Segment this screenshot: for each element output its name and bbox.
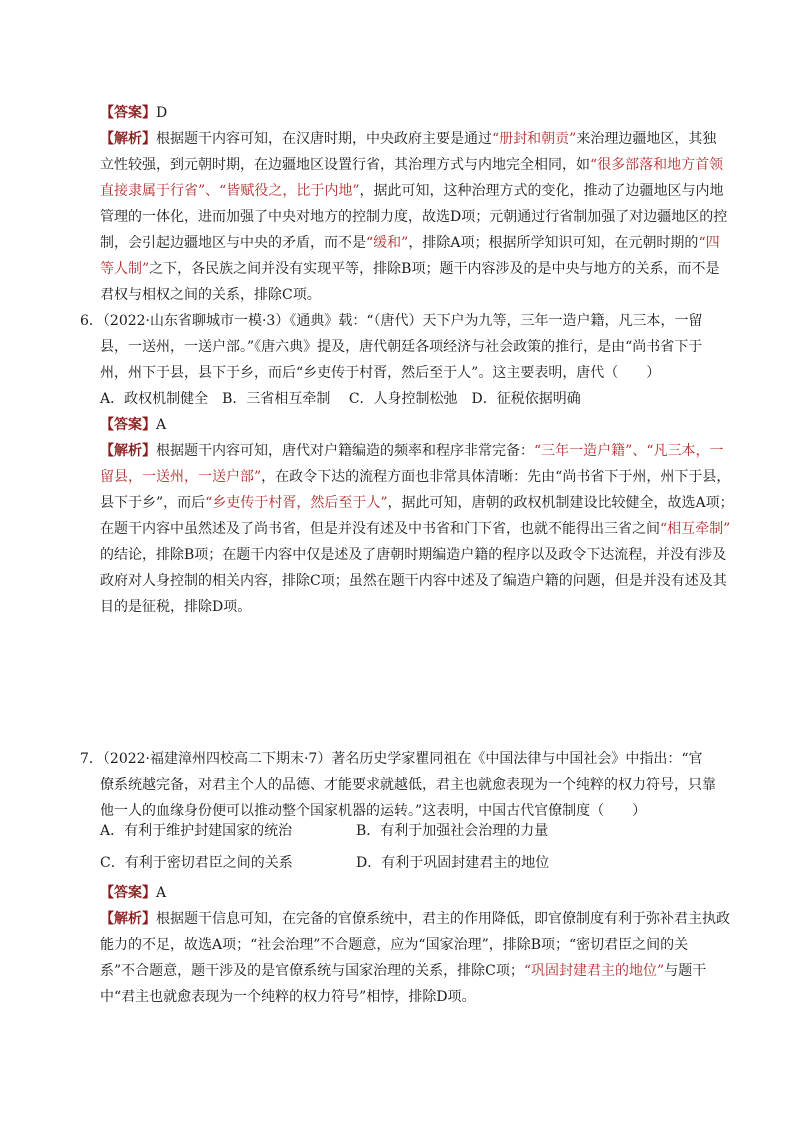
analysis-text: 君权与相权之间的关系，排除C项。 [100,287,321,303]
q7-option-c: C．有利于密切君臣之间的关系 [100,855,293,871]
q6-analysis [100,438,734,620]
q7-option-a: A．有利于维护封建国家的统治 [100,823,293,839]
analysis-text: 根据题干信息可知，在完备的官僚系统中，君主的作用降低，即官僚制度有利于弥补君主执政 [156,911,730,927]
q7-answer [100,880,730,906]
highlight-text: “四 [698,235,720,251]
q7-stem [80,746,730,824]
answer-tag: 【答案】 [100,417,156,433]
analysis-text: 能力的不足，故选A项；“社会治理”不合题意，应为“国家治理”，排除B项；“密切君臣之间的关 [100,937,689,953]
question-text: 县，一送州，一送户部。”《唐六典》提及，唐代朝廷各项经济与社会政策的推行，是由“尚书省下于 [100,339,703,355]
q6-stem [80,308,730,386]
answer-value: A [156,417,167,433]
analysis-text: ，排除A项；根据所学知识可知，在元朝时期的 [408,235,699,251]
q7-analysis [100,906,730,1010]
answer-tag: 【答案】 [100,885,156,901]
analysis-text: 立性较强，到元朝时期，在边疆地区设置行省，其治理方式与内地完全相同，如 [100,157,590,173]
q6-options: A．政权机制健全 B．三省相互牵制 C．人身控制松弛 D．征税依据明确 [100,391,581,407]
answer-tag: 【答案】 [100,105,156,121]
highlight-text: “三年一造户籍”、“凡三本，一 [534,443,724,459]
highlight-text: “缓和” [366,235,409,251]
analysis-tag: 【解析】 [100,443,156,459]
question-text: 6．（2022·山东省聊城市一模·3）《通典》载：“（唐代）天下户为九等，三年一造户籍，凡三本，一留 [80,313,703,329]
analysis-text: ，据此可知，唐朝的政权机制建设比较健全，故选A项； [387,495,734,511]
highlight-text: 等人制” [100,261,150,277]
analysis-text: 目的是征税，排除D项。 [100,599,252,615]
question-text: 7．（2022·福建漳州四校高二下期末·7）著名历史学家瞿同祖在《中国法律与中国社会》中指出：“官 [80,751,703,767]
answer-value: A [156,885,167,901]
analysis-text: 根据题干内容可知，在汉唐时期，中央政府主要是通过 [156,131,492,147]
highlight-text: 直接隶属于行省”、“皆赋役之，比于内地” [100,183,360,199]
q5-analysis [100,126,730,308]
analysis-text: 管理的一体化，进而加强了中央对地方的控制力度，故选D项；元朝通过行省制加强了对边疆地区的控 [100,209,728,225]
analysis-tag: 【解析】 [100,131,156,147]
q6-answer [100,412,730,438]
highlight-text: “乡吏传于村胥，然后至于人” [205,495,388,511]
analysis-text: 之下，各民族之间并没有实现平等，排除B项；题干内容涉及的是中央与地方的关系，而不是 [149,261,720,277]
analysis-text: 与题干 [664,963,707,979]
analysis-text: 来治理边疆地区，其独 [576,131,717,147]
analysis-text: 根据题干内容可知，唐代对户籍编造的频率和程序非常完备： [156,443,534,459]
highlight-text: “册封和朝贡” [492,131,577,147]
analysis-text: 的结论，排除B项；在题干内容中仅是述及了唐朝时期编造户籍的程序以及政令下达流程，并没有涉及 [100,547,727,563]
q7-option-d: D．有利于巩固封建君主的地位 [356,855,550,871]
question-text: 州，州下于县，县下于乡，而后“乡吏传于村胥，然后至于人”。这主要表明，唐代（ ） [100,365,661,381]
highlight-text: “很多部落和地方首领 [590,157,724,173]
analysis-text: ，在政令下达的流程方面也非常具体清晰：先由“尚书省下于州，州下于县， [261,469,731,485]
analysis-text: ，据此可知，这种治理方式的变化，推动了边疆地区与内地 [359,183,724,199]
analysis-text: 制，会引起边疆地区与中央的矛盾，而不是 [100,235,366,251]
highlight-text: “巩固封建君主的地位” [523,963,665,979]
question-text: 僚系统越完备，对君主个人的品德、才能要求就越低，君主也就愈表现为一个纯粹的权力符号，只靠 [100,777,716,793]
answer-value: D [156,105,168,121]
analysis-text: 政府对人身控制的相关内容，排除C项；虽然在题干内容中述及了编造户籍的问题，但是并没有述及其 [100,573,727,589]
analysis-text: 在题干内容中虽然述及了尚书省，但是并没有述及中书省和门下省，也就不能得出三省之间 [100,521,660,537]
highlight-text: 留县，一送州，一送户部” [100,469,262,485]
highlight-text: “相互牵制” [660,521,731,537]
analysis-text: 县下于乡”，而后 [100,495,206,511]
q5-answer [100,100,730,126]
q7-option-b: B．有利于加强社会治理的力量 [356,823,549,839]
analysis-text: 中“君主也就愈表现为一个纯粹的权力符号”相悖，排除D项。 [100,989,476,1005]
question-text: 他一人的血缘身份便可以推动整个国家机器的运转。”这表明，中国古代官僚制度（ ） [100,803,647,819]
analysis-text: 系”不合题意，题干涉及的是官僚系统与国家治理的关系，排除C项； [100,963,524,979]
analysis-tag: 【解析】 [100,911,156,927]
